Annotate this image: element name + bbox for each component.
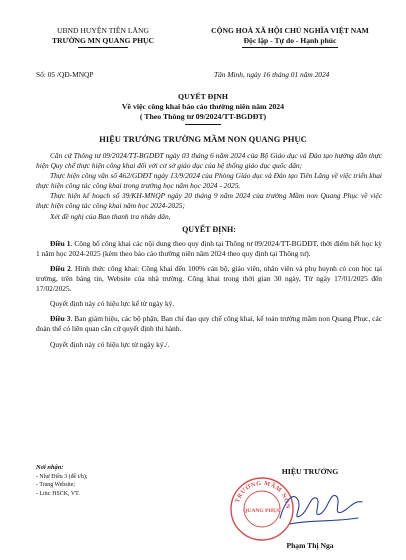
national-header-block [192, 26, 388, 48]
article-text: . Ban giám hiệu, các bộ phận, Ban chỉ đạo quy chế công khai, kế toán trường mầm non Quang Phục, các đoàn thể có liên quan căn cứ quyết định thi hành. [36, 314, 383, 334]
recipient-item: - Lưu: HSCK, VT. [36, 490, 80, 497]
agency-underline [78, 47, 128, 48]
signatory-title: HIỆU TRƯỞNG [281, 467, 339, 476]
document-type-title: QUYẾT ĐỊNH [178, 92, 228, 101]
nation-name: CỘNG HOÀ XÃ HỘI CHỦ NGHĨA VIỆT NAM [211, 26, 369, 35]
recipients-label: Nơi nhận: [36, 464, 64, 471]
article-2-effect: Quyết định này có hiệu lực kể từ ngày ký. [50, 299, 175, 309]
district-committee-name: UBND HUYỆN TIÊN LÃNG [56, 26, 150, 35]
national-motto: Độc lập - Tự do - Hạnh phúc [243, 36, 337, 45]
preamble-paragraph: Thực hiện kế hoạch số 39/KH-MNQP ngày 20 tháng 9 năm 2024 của trường Mầm non Quang Phục về việc thực hiện công tác công khai năm học 2024-2025; [36, 191, 382, 211]
title-block [0, 92, 406, 125]
motto-underline [242, 47, 338, 48]
principal-heading: HIỆU TRƯỞNG TRƯỜNG MẦM NON QUANG PHỤC [99, 135, 307, 144]
article-text: . Hình thức công khai: Công khai đến 100% cán bộ, giáo viên, nhân viên và phụ huynh có con học tại trường, trên bảng tin, Website của nhà trường. Công khai trong thời gian 30 ngày, Từ ngày 17/01/2025 đến 17/02/2025. [36, 263, 382, 294]
handwritten-signature [272, 478, 368, 534]
document-number: Số: 05 /QĐ-MNQP [36, 70, 94, 79]
seal-inner-text: QUANG PHỤC [242, 508, 282, 514]
document-subject: Về việc công khai báo cáo thường niên năm 2024 [121, 102, 285, 111]
recipients-block [36, 464, 156, 498]
article-label: Điều 3 [50, 314, 71, 324]
signatory-name: Phạm Thị Nga [286, 541, 334, 550]
preamble-paragraph: Thực hiện công văn số 462/GDĐT ngày 13/9/2024 của Phòng Giáo dục và Đào tạo Tiên Lãng về việc triển khai thực hiện công tác công khai trong trường học năm học 2024 - 2025. [36, 171, 382, 191]
title-underline [185, 124, 221, 125]
preamble-paragraph: Xét đề nghị của Ban thanh tra nhân dân, [50, 211, 171, 221]
article-label: Điều 1 [50, 238, 71, 248]
article-label: Điều 2 [50, 263, 71, 273]
recipient-item: - Như Điều 3 (để t/h); [36, 473, 88, 480]
document-basis: ( Theo Thông tư 09/2024/TT-BGDĐT) [139, 112, 267, 121]
article-1 [36, 239, 382, 259]
article-text: . Công bố công khai các nội dung theo quy định tại Thông tư 09/2024/TT-BGDĐT, thời điểm hết học kỳ 1 năm học 2024-2025 (kèm theo báo cáo thường niên năm 2024 theo quy định tại Thông tư). [36, 238, 382, 258]
school-name: TRƯỜNG MN QUANG PHỤC [51, 36, 154, 45]
issuing-agency-block [28, 26, 178, 48]
article-3 [36, 314, 382, 334]
decides-heading: QUYẾT ĐỊNH: [182, 224, 236, 234]
document-date: Tân Minh, ngày 16 tháng 01 năm 2024 [214, 70, 330, 79]
preamble-paragraph: Căn cứ Thông tư 09/2024/TT-BGDĐT ngày 03 tháng 6 năm 2024 của Bộ Giáo dục và Đào tạo hướng dẫn thực hiện Quy chế thực hiện công khai đối với cơ sở giáo dục của hệ thống giáo dục quốc dân; [36, 151, 382, 171]
article-2 [36, 264, 382, 294]
recipient-item: - Trang Website; [36, 482, 76, 489]
seal-outer-text: TRƯỜNG MẦM NON [233, 479, 292, 510]
document-body [36, 151, 382, 350]
article-3-effect: Quyết định này có hiệu lực từ ngày ký./. [50, 339, 170, 349]
